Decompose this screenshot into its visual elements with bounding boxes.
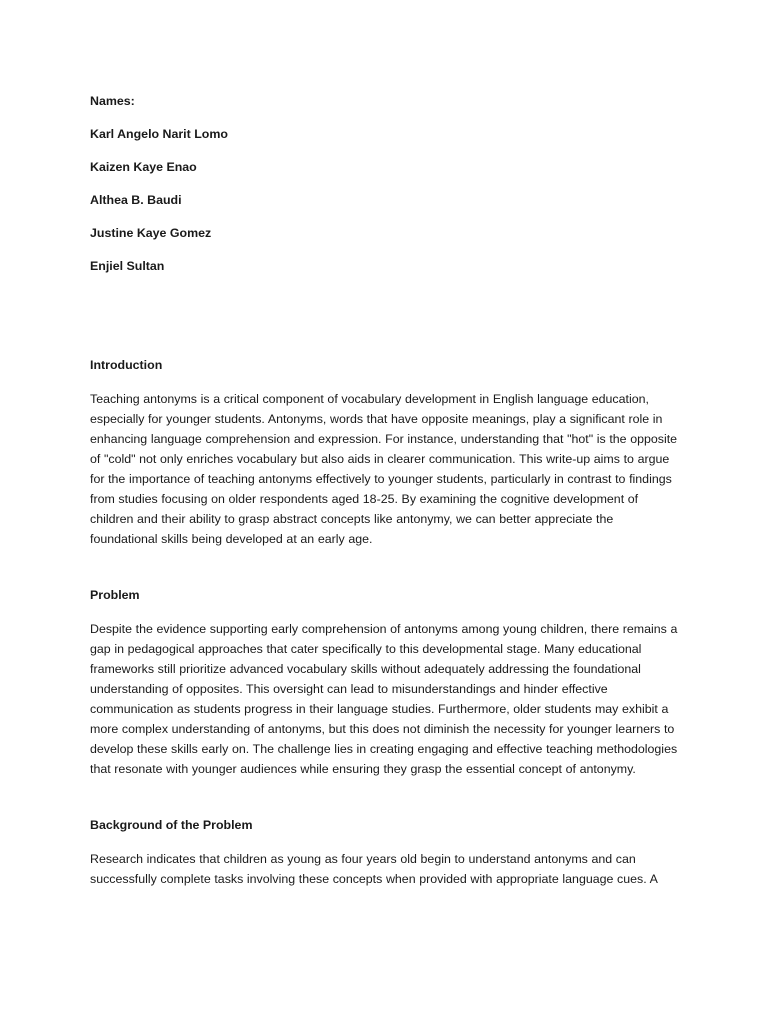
introduction-paragraph: Teaching antonyms is a critical component of vocabulary development in English language education, especially for younger students. Antonyms, words that have opposite meanings, play a significant role in enhancing language comprehension and expression. For instance, understanding that "hot" is the opposite of "cold" not only enriches vocabulary but also aids in clearer communication. This write-up aims to argue for the importance of teaching antonyms effectively to younger students, particularly in contrast to findings from studies focusing on older respondents aged 18-25. By examining the cognitive development of children and their ability to grasp abstract concepts like antonymy, we can better appreciate the foundational skills being developed at an early age. xyxy=(90,392,678,546)
spacer xyxy=(90,290,680,356)
background-heading: Background of the Problem xyxy=(90,818,253,832)
spacer xyxy=(90,549,680,586)
introduction-heading: Introduction xyxy=(90,358,163,372)
names-label: Names: xyxy=(90,94,135,108)
background-paragraph: Research indicates that children as young as four years old begin to understand antonyms and can successfully complete tasks involving these concepts when provided with appropriate language cues. A xyxy=(90,852,658,886)
author-name: Kaizen Kaye Enao xyxy=(90,160,197,174)
spacer xyxy=(90,779,680,816)
author-name: Karl Angelo Narit Lomo xyxy=(90,127,228,141)
document-page xyxy=(90,92,680,889)
author-name: Justine Kaye Gomez xyxy=(90,226,212,240)
problem-heading: Problem xyxy=(90,588,140,602)
author-name: Enjiel Sultan xyxy=(90,259,165,273)
problem-paragraph: Despite the evidence supporting early comprehension of antonyms among young children, there remains a gap in pedagogical approaches that cater specifically to this developmental stage. Many educational frameworks still prioritize advanced vocabulary skills without adequately addressing the foundational understanding of opposites. This oversight can lead to misunderstandings and hinder effective communication as students progress in their language studies. Furthermore, older students may exhibit a more complex understanding of antonyms, but this does not diminish the necessity for younger learners to develop these skills early on. The challenge lies in creating engaging and effective teaching methodologies that resonate with younger audiences while ensuring they grasp the essential concept of antonymy. xyxy=(90,622,678,776)
author-name: Althea B. Baudi xyxy=(90,193,182,207)
